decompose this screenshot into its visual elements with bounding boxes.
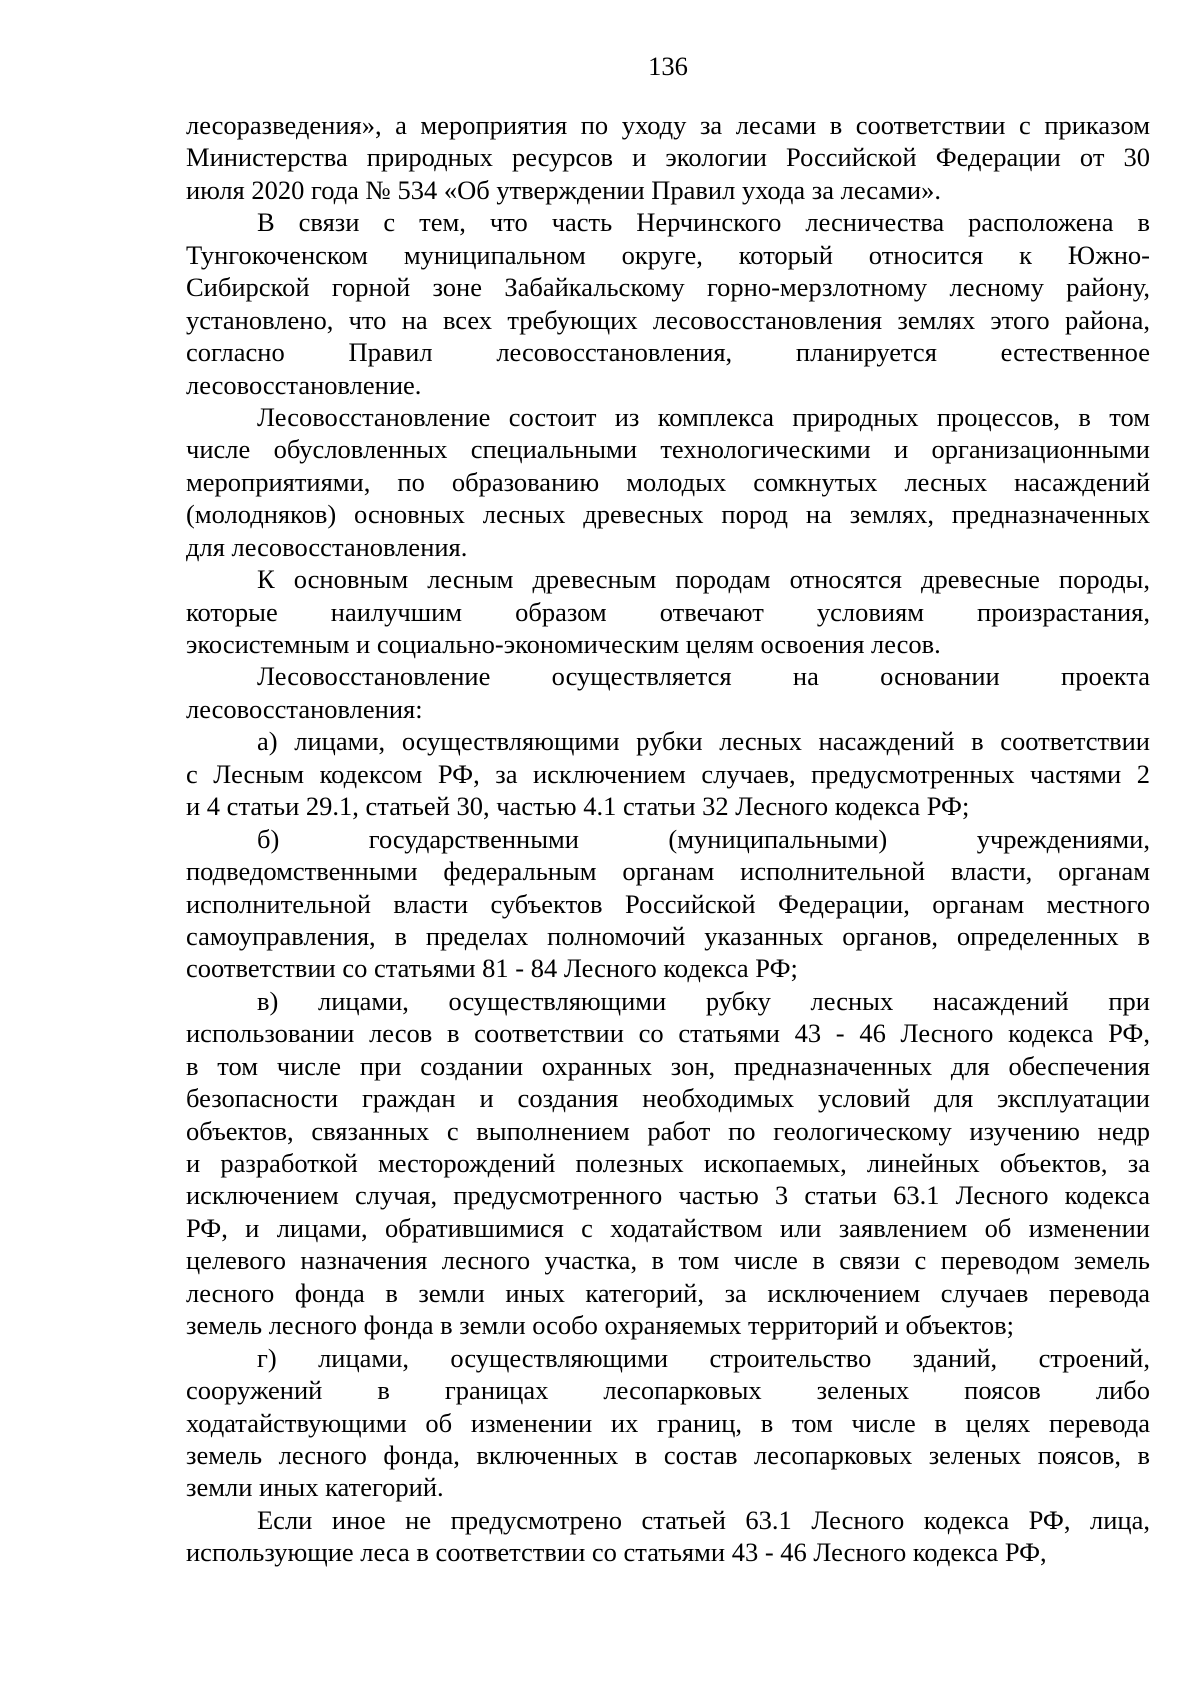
text-line: а) лицами, осуществляющими рубки лесных насаждений в соответствии <box>257 726 1150 757</box>
text-line: В связи с тем, что часть Нерчинского лесничества расположена в <box>257 207 1150 238</box>
text-line: объектов, связанных с выполнением работ по геологическому изучению недр <box>186 1115 1150 1146</box>
paragraph <box>186 985 1150 1342</box>
paragraph <box>186 1504 1150 1569</box>
text-line: целевого назначения лесного участка, в том числе в связи с переводом земель <box>186 1245 1150 1276</box>
text-line: мероприятиями, по образованию молодых сомкнутых лесных насаждений <box>186 466 1150 497</box>
page-number: 136 <box>648 51 688 81</box>
text-line: Сибирской горной зоне Забайкальскому горно-мерзлотному лесному району, <box>186 272 1150 303</box>
text-line: июля 2020 года № 534 «Об утверждении Правил ухода за лесами». <box>186 174 941 205</box>
text-line: К основным лесным древесным породам относятся древесные породы, <box>257 564 1150 595</box>
text-line: исключением случая, предусмотренного частью 3 статьи 63.1 Лесного кодекса <box>186 1180 1150 1211</box>
text-line: подведомственными федеральным органам исполнительной власти, органам <box>186 856 1150 887</box>
text-line: лесного фонда в земли иных категорий, за исключением случаев перевода <box>186 1277 1150 1308</box>
text-line: лесовосстановление. <box>186 369 422 400</box>
text-line: которые наилучшим образом отвечают условиям произрастания, <box>186 596 1150 627</box>
paragraph <box>186 823 1150 985</box>
page-header <box>186 50 1150 82</box>
text-line: земель лесного фонда, включенных в состав лесопарковых зеленых поясов, в <box>186 1439 1150 1470</box>
text-line: в том числе при создании охранных зон, предназначенных для обеспечения <box>186 1050 1150 1081</box>
text-line: безопасности граждан и создания необходимых условий для эксплуатации <box>186 1083 1150 1114</box>
text-line: исполнительной власти субъектов Российской Федерации, органам местного <box>186 888 1150 919</box>
text-line: РФ, и лицами, обратившимися с ходатайством или заявлением об изменении <box>186 1212 1150 1243</box>
text-line: Лесовосстановление осуществляется на основании проекта <box>257 661 1150 692</box>
text-line: числе обусловленных специальными технологическими и организационными <box>186 434 1150 465</box>
text-line: г) лицами, осуществляющими строительство зданий, строений, <box>257 1342 1150 1373</box>
text-line: б) государственными (муниципальными) учреждениями, <box>257 823 1150 854</box>
paragraph <box>186 206 1150 401</box>
text-line: лесоразведения», а мероприятия по уходу за лесами в соответствии с приказом <box>186 110 1150 140</box>
paragraph <box>186 660 1150 725</box>
text-line: земли иных категорий. <box>186 1472 444 1503</box>
text-line: согласно Правил лесовосстановления, планируется естественное <box>186 337 1150 368</box>
text-line: земель лесного фонда в земли особо охраняемых территорий и объектов; <box>186 1310 1014 1341</box>
paragraph <box>186 401 1150 563</box>
text-line: и 4 статьи 29.1, статьей 30, частью 4.1 статьи 32 Лесного кодекса РФ; <box>186 791 970 822</box>
text-line: экосистемным и социально-экономическим целям освоения лесов. <box>186 629 941 659</box>
paragraph <box>186 109 1150 206</box>
text-line: использующие леса в соответствии со статьями 43 - 46 Лесного кодекса РФ, <box>186 1537 1047 1568</box>
paragraph <box>186 1342 1150 1504</box>
text-line: соответствии со статьями 81 - 84 Лесного кодекса РФ; <box>186 953 798 984</box>
paragraph <box>186 563 1150 660</box>
text-line: (молодняков) основных лесных древесных пород на землях, предназначенных <box>186 499 1150 530</box>
text-line: лесовосстановления: <box>186 693 423 724</box>
text-line: использовании лесов в соответствии со статьями 43 - 46 Лесного кодекса РФ, <box>186 1018 1150 1049</box>
text-line: и разработкой месторождений полезных ископаемых, линейных объектов, за <box>186 1148 1150 1178</box>
text-line: установлено, что на всех требующих лесовосстановления землях этого района, <box>186 304 1150 335</box>
paragraph <box>186 725 1150 822</box>
text-block <box>186 109 1150 1569</box>
text-line: Тунгокоченском муниципальном округе, который относится к Южно- <box>186 239 1150 270</box>
text-line: Лесовосстановление состоит из комплекса природных процессов, в том <box>257 401 1150 432</box>
text-line: с Лесным кодексом РФ, за исключением случаев, предусмотренных частями 2 <box>186 758 1150 789</box>
text-line: ходатайствующими об изменении их границ, в том числе в целях перевода <box>186 1407 1150 1438</box>
text-line: Министерства природных ресурсов и экологии Российской Федерации от 30 <box>186 142 1150 173</box>
text-line: сооружений в границах лесопарковых зеленых поясов либо <box>186 1375 1150 1406</box>
text-line: для лесовосстановления. <box>186 531 468 562</box>
text-line: в) лицами, осуществляющими рубку лесных насаждений при <box>257 985 1150 1016</box>
text-line: Если иное не предусмотрено статьей 63.1 Лесного кодекса РФ, лица, <box>257 1504 1150 1535</box>
text-line: самоуправления, в пределах полномочий указанных органов, определенных в <box>186 920 1150 951</box>
